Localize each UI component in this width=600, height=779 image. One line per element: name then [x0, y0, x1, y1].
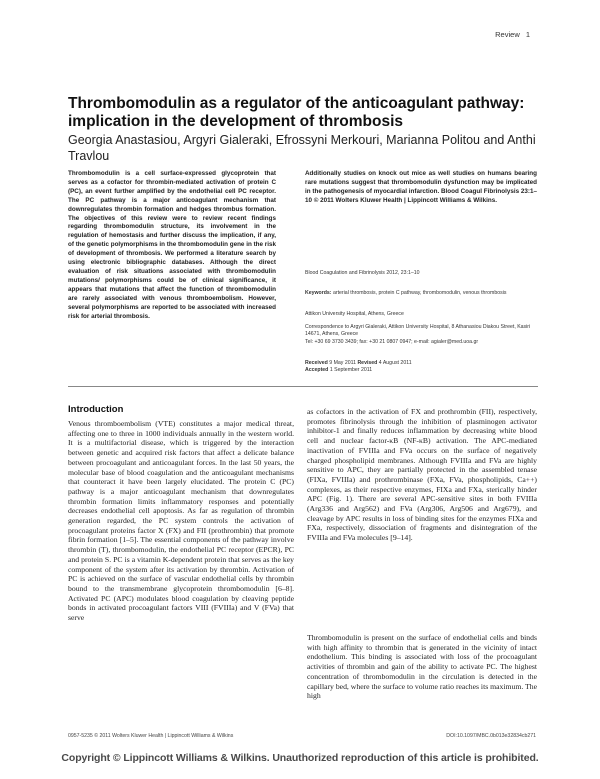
author-list: Georgia Anastasiou, Argyri Gialeraki, Efrossyni Merkouri, Marianna Politou and Anthi Travlou: [68, 133, 536, 163]
contact-details: Tel: +30 69 3730 3439; fax: +30 21 0807 0947; e-mail: agialer@med.uoa.gr: [305, 339, 479, 345]
running-head: Review 1: [495, 30, 530, 39]
copyright-notice: Copyright © Lippincott Williams & Wilkins. Unauthorized reproduction of this article is prohibited.: [61, 752, 539, 764]
correspondence: Correspondence to Argyri Gialeraki, Attikon University Hospital, 8 Athanasiou Diakou Street, Kasiri 14671, Athens, Greece: [305, 324, 531, 338]
received-label: Received: [305, 360, 328, 366]
abstract-main: Thrombomodulin is a cell surface-expressed glycoprotein that serves as a cofactor for thrombin-mediated activation of protein C (PC), an event further amplified by the endothelial cell PC receptor. The PC pathway is a major anticoagulant mechanism that downregulates thrombin formation and hedges thrombus formation. The objectives of this review were to review recent findings regarding thrombomodulin structure, its involvement in the regulation of hemostasis and further discuss the implication, if any, of the genetic polymorphisms in the thrombomodulin gene in the risk of development of thrombosis. We performed a literature search by using electronic bibliographic databases. Although the direct evaluation of risk situations associated with thrombomodulin mutations/ polymorphisms could be of clinical significance, it appears that mutations that affect the function of thrombomodulin are rarely associated with venous thromboembolism. However, several polymorphisms are reported to be associated with increased risk for arterial thrombosis.: [68, 170, 276, 320]
journal-reference: Blood Coagulation and Fibrinolysis 2012, 23:1–10: [305, 270, 420, 276]
revised-date: 4 August 2011: [378, 360, 412, 366]
footer-issn: 0957-5235 © 2011 Wolters Kluwer Health | Lippincott Williams & Wilkins: [68, 733, 234, 739]
affiliation: Attikon University Hospital, Athens, Greece: [305, 311, 404, 317]
keywords-block: [305, 290, 537, 297]
accepted-label: Accepted: [305, 367, 329, 374]
abstract-continued: Additionally studies on knock out mice as well studies on humans bearing rare mutations suggest that thrombomodulin dysfunction may be implicated in the pathogenesis of myocardial infarction. Blood Coagul Fibrinolysis 23:1–10 © 2011 Wolters Kluwer Health | Lippincott Williams & Wilkins.: [305, 170, 537, 204]
article-title: Thrombomodulin as a regulator of the anticoagulant pathway: implication in the development of thrombosis: [68, 95, 525, 130]
section-divider: [68, 386, 538, 387]
body-paragraph-right-2: Thrombomodulin is present on the surface of endothelial cells and binds with high affinity to thrombin that is generated in the vicinity of intact endothelium. This binding is associated with loss of the procoagulant activities of thrombin and gain of the ability to activate PC. The highest concentration of thrombomodulin in the circulation is detected in the capillary bed, where the surface to volume ratio reaches its maximum. The high: [307, 633, 537, 701]
keywords-text: arterial thrombosis, protein C pathway, thrombomodulin, venous thrombosis: [332, 290, 507, 296]
dates-line: [305, 360, 537, 374]
introduction-heading: Introduction: [68, 404, 124, 415]
footer-doi: DOI:10.1097/MBC.0b013e32834cb271: [446, 733, 536, 739]
accepted-date: 1 September 2011: [329, 367, 373, 374]
revised-label: Revised: [357, 360, 378, 366]
body-paragraph-left: Venous thromboembolism (VTE) constitutes a major medical threat, affecting one to three in 1000 individuals annually in the western world. It is a multifactorial disease, which is triggered by the interaction between genetic and acquired risk factors that affect a delicate balance between procoagulant and anticoagulant forces. In the last 50 years, the molecular base of blood coagulation and the anticoagulant mechanisms that counteract it have been largely elucidated. The protein C (PC) pathway is a major anticoagulant mechanism that downregulates thrombin formation limits inflammatory responses and potentially decreases endothelial cell apoptosis. As far as regulation of thrombin generation regarded, the PC system controls the activation of procoagulant proteins factor X (FX) and FII (prothrombin) that promote fibrin formation [1–5]. The essential components of the pathway involve thrombin (T), thrombomodulin, the endothelial PC receptor (EPCR), PC and protein S. PC is a vitamin K-dependent protein that serves as the key component of the system after its activation by thrombin. Activation of PC is achieved on the surface of vascular endothelial cells by thrombin bound to the transmembrane glycoprotein thrombomodulin [6–8]. Activated PC (APC) modulates blood coagulation by cleaving peptide bonds in activated procoagulant factors VIII (FVIIIa) and V (FVa) that serve: [68, 419, 294, 623]
body-paragraph-right-1: as cofactors in the activation of FX and prothrombin (FII), respectively, promotes fibrinolysis through the inhibition of plasminogen activator inhibitor-1 and finally reduces inflammation by decreasing white blood cell and nuclear factor-κB (NF-κB) activation. The APC-mediated inactivation of FVIIIa and FVa occurs on the surface of negatively charged phospholipid membranes. Although FVIIIa and FVa are highly sensitive to APC, they are partially protected in the assembled tenase (FIXa, FVIIIa) and prothrombinase (FXa, FVa, phospholipids, Ca++) complexes, as their respective enzymes, FIXa and FXa, sterically hinder APC (Fig. 1). There are several APC-sensitive sites in both FVIIIa (Arg336 and Arg562) and FVa (Arg306, Arg506 and Arg679), and cleavage by APC results in loss of binding sites for the enzymes FIXa and FXa, respectively, dissociation of fragments and disintegration of the FVIIIa and FVa molecules [9–14].: [307, 407, 537, 543]
keywords-label: Keywords:: [305, 290, 332, 296]
received-date: 9 May 2011: [329, 360, 356, 366]
